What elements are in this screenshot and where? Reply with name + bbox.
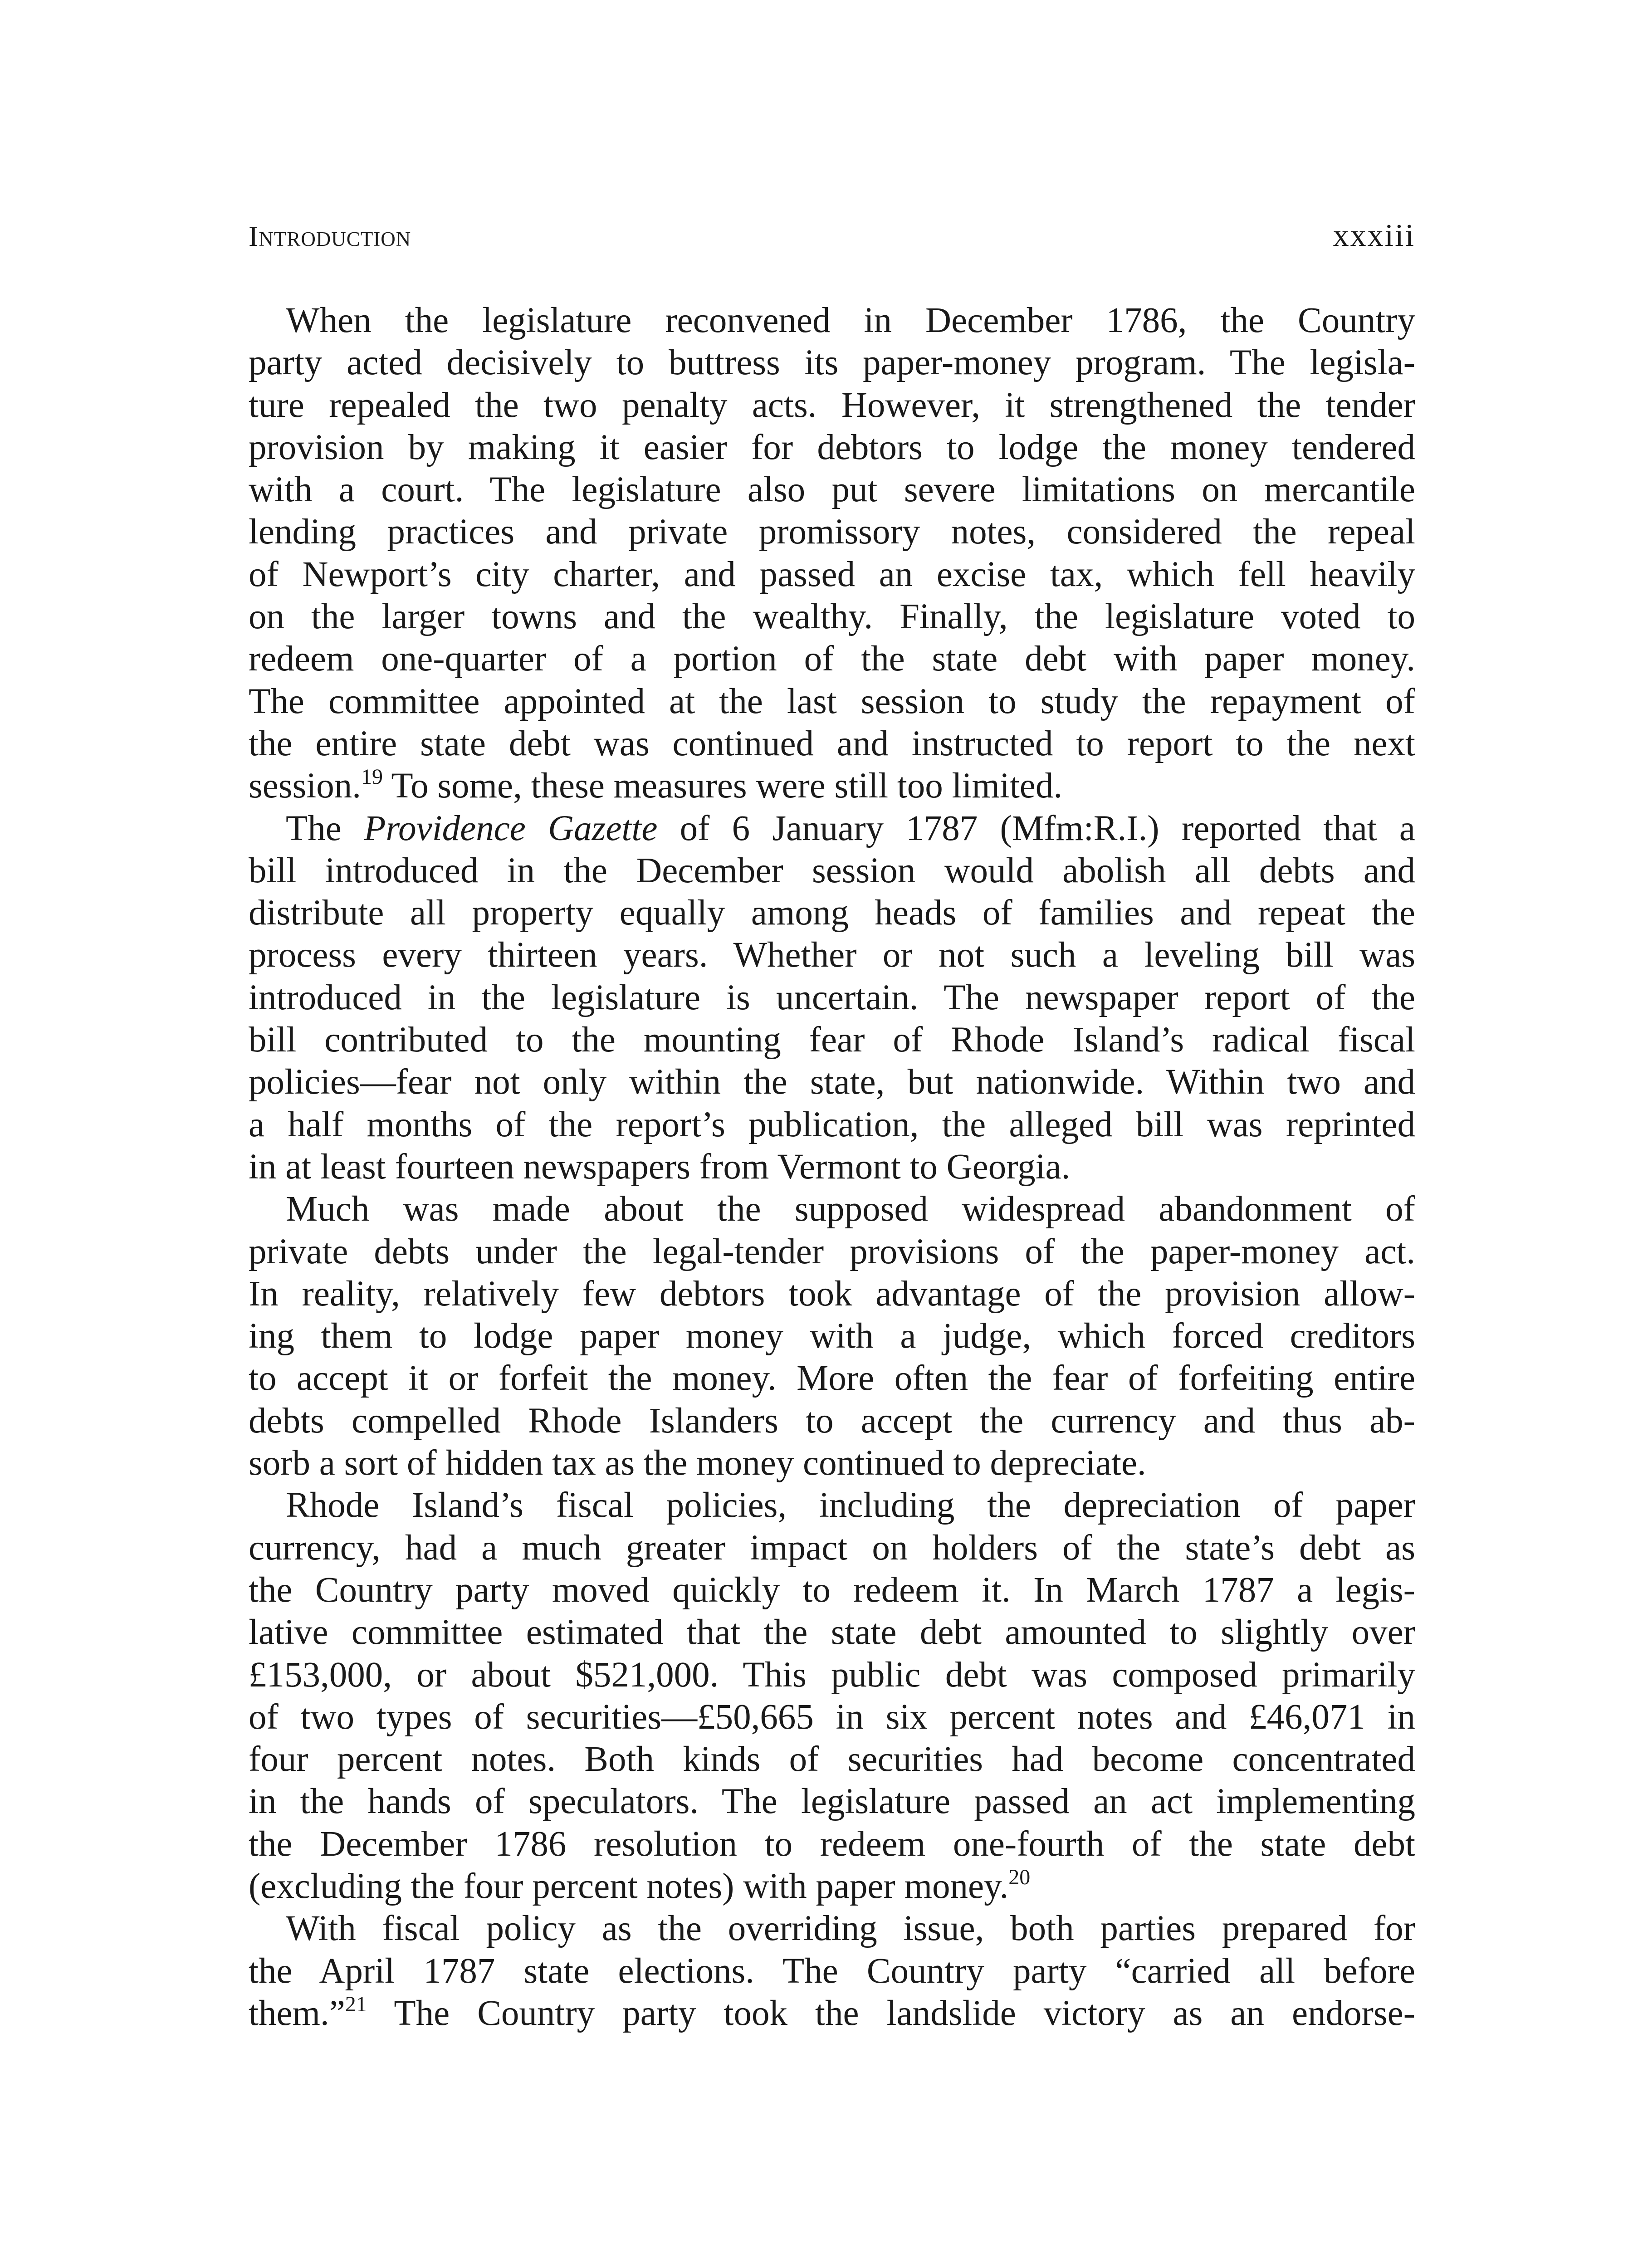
paragraph-5 <box>249 1907 1415 2034</box>
newspaper-title: Providence Gazette <box>364 808 658 848</box>
text-line: the Country party moved quickly to redeem it. In March 1787 a legis- <box>249 1570 1415 1610</box>
text-line: lative committee estimated that the state debt amounted to slightly over <box>249 1613 1415 1652</box>
footnote-ref-21: 21 <box>345 1992 367 2016</box>
text-line <box>249 765 1415 807</box>
text-line: the April 1787 state elections. The Country party “carried all before <box>249 1951 1415 1991</box>
text-line: When the legislature reconvened in December 1786, the Country <box>286 301 1415 340</box>
text-line: policies—fear not only within the state, but nationwide. Within two and <box>249 1062 1415 1102</box>
text-line <box>249 1865 1415 1907</box>
text-line: on the larger towns and the wealthy. Finally, the legislature voted to <box>249 597 1415 637</box>
body-text <box>249 299 1415 2034</box>
text-line: debts compelled Rhode Islanders to accept the currency and thus ab- <box>249 1401 1415 1441</box>
text-line: in at least fourteen newspapers from Vermont to Georgia. <box>249 1147 1071 1187</box>
text-line: £153,000, or about $521,000. This public debt was composed primarily <box>249 1655 1415 1695</box>
text-line: currency, had a much greater impact on holders of the state’s debt as <box>249 1528 1415 1568</box>
text-line: private debts under the legal-tender provisions of the paper-money act. <box>249 1232 1415 1271</box>
text-run: (excluding the four percent notes) with paper money. <box>249 1866 1009 1906</box>
text-line: with a court. The legislature also put severe limitations on mercantile <box>249 470 1415 510</box>
text-line: of two types of securities—£50,665 in six percent notes and £46,071 in <box>249 1697 1415 1737</box>
text-line <box>249 807 1415 850</box>
text-line: The committee appointed at the last session to study the repayment of <box>249 681 1415 721</box>
text-line: provision by making it easier for debtors to lodge the money tendered <box>249 427 1415 467</box>
text-line: four percent notes. Both kinds of securities had become concentrated <box>249 1740 1415 1779</box>
text-line: lending practices and private promissory notes, considered the repeal <box>249 512 1415 552</box>
paragraph-3 <box>249 1188 1415 1484</box>
text-line: redeem one-quarter of a portion of the state debt with paper money. <box>249 639 1415 679</box>
text-run: session. <box>249 766 361 806</box>
running-title: Introduction <box>249 220 411 252</box>
running-head <box>249 218 1415 259</box>
text-line: sorb a sort of hidden tax as the money continued to depreciate. <box>249 1443 1146 1483</box>
text-line: of Newport’s city charter, and passed an excise tax, which fell heavily <box>249 554 1415 594</box>
text-line: bill contributed to the mounting fear of Rhode Island’s radical fiscal <box>249 1020 1415 1060</box>
text-line: party acted decisively to buttress its paper-money program. The legisla- <box>249 343 1415 383</box>
text-line: bill introduced in the December session would abolish all debts and <box>249 850 1415 890</box>
text-run: The <box>286 808 364 848</box>
text-line: ture repealed the two penalty acts. However, it strengthened the tender <box>249 385 1415 425</box>
text-run: them.” <box>249 1993 345 2033</box>
text-run: The Country party took the landslide victory as an endorse- <box>367 1993 1415 2033</box>
paragraph-1 <box>249 299 1415 807</box>
footnote-ref-19: 19 <box>361 765 383 789</box>
paragraph-4 <box>249 1484 1415 1907</box>
text-line: Much was made about the supposed widespread abandonment of <box>286 1189 1415 1229</box>
text-line: to accept it or forfeit the money. More often the fear of forfeiting entire <box>249 1359 1415 1398</box>
text-line: introduced in the legislature is uncertain. The newspaper report of the <box>249 978 1415 1017</box>
text-run: of 6 January 1787 (Mfm:R.I.) reported that a <box>657 808 1415 848</box>
page-number: xxxiii <box>1333 218 1415 253</box>
text-line: a half months of the report’s publication, the alleged bill was reprinted <box>249 1105 1415 1144</box>
text-line: the entire state debt was continued and instructed to report to the next <box>249 723 1415 763</box>
text-line: In reality, relatively few debtors took advantage of the provision allow- <box>249 1274 1415 1314</box>
paragraph-2 <box>249 807 1415 1188</box>
text-line: ing them to lodge paper money with a judge, which forced creditors <box>249 1316 1415 1356</box>
text-line: Rhode Island’s fiscal policies, including the depreciation of paper <box>286 1486 1415 1525</box>
footnote-ref-20: 20 <box>1008 1865 1031 1889</box>
text-line: in the hands of speculators. The legislature passed an act implementing <box>249 1782 1415 1822</box>
text-line <box>249 1992 1415 2034</box>
text-run: To some, these measures were still too limited. <box>383 766 1063 806</box>
text-line: process every thirteen years. Whether or not such a leveling bill was <box>249 935 1415 975</box>
text-line: distribute all property equally among heads of families and repeat the <box>249 893 1415 933</box>
text-line: the December 1786 resolution to redeem one-fourth of the state debt <box>249 1824 1415 1864</box>
text-line: With fiscal policy as the overriding issue, both parties prepared for <box>286 1909 1415 1949</box>
